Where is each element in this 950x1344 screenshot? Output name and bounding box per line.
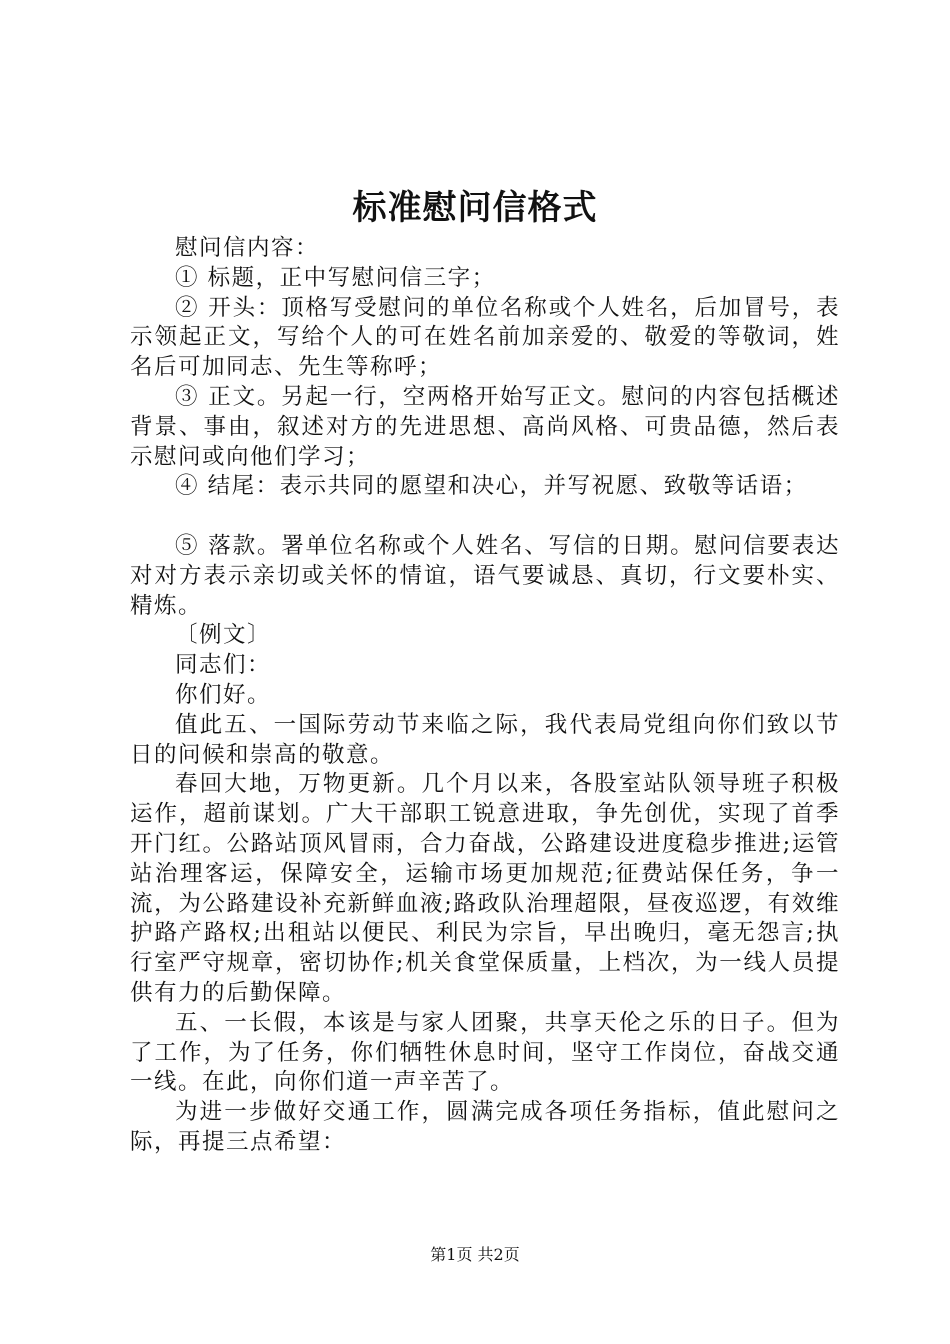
paragraph-greeting: 你们好。 bbox=[175, 681, 272, 708]
paragraph-salutation: 同志们： bbox=[175, 652, 272, 679]
paragraph-item-4: ④ 结尾：表示共同的愿望和决心，并写祝愿、致敬等话语； bbox=[175, 473, 808, 500]
document-body bbox=[130, 234, 840, 1158]
page-footer: 第1页 共2页 bbox=[430, 1245, 520, 1264]
paragraph-body-1: 值此五、一国际劳动节来临之际，我代表局党组向你们致以节日的问候和崇高的敬意。 bbox=[130, 711, 840, 768]
paragraph-intro: 慰问信内容： bbox=[175, 235, 320, 261]
document-title: 标准慰问信格式 bbox=[352, 188, 598, 228]
paragraph-body-2: 春回大地，万物更新。几个月以来，各股室站队领导班子积极运作，超前谋划。广大干部职工锐意进取，争先创优，实现了首季开门红。公路站顶风冒雨，合力奋战，公路建设进度稳步推进;运管站治理客运，保障安全，运输市场更加规范;征费站保任务，争一流，为公路建设补充新鲜血液;路政队治理超限，昼夜巡逻，有效维护路产路权;出租站以便民、利民为宗旨，早出晚归，毫无怨言;执行室严守规章，密切协作;机关食堂保质量，上档次，为一线人员提供有力的后勤保障。 bbox=[130, 771, 840, 1006]
paragraph-item-1: ① 标题，正中写慰问信三字； bbox=[175, 264, 496, 291]
paragraph-body-3: 五、一长假，本该是与家人团聚，共享天伦之乐的日子。但为了工作，为了任务，你们牺牲休息时间，坚守工作岗位，奋战交通一线。在此，向你们道一声辛苦了。 bbox=[130, 1009, 840, 1096]
paragraph-example-label: 〔例文〕 bbox=[175, 622, 272, 649]
paragraph-body-4: 为进一步做好交通工作，圆满完成各项任务指标，值此慰问之际，再提三点希望： bbox=[130, 1099, 840, 1155]
paragraph-item-5: ⑤ 落款。署单位名称或个人姓名、写信的日期。慰问信要表达对对方表示亲切或关怀的情谊，语气要诚恳、真切，行文要朴实、精炼。 bbox=[130, 532, 840, 619]
blank-line bbox=[130, 502, 840, 532]
paragraph-item-3: ③ 正文。另起一行，空两格开始写正文。慰问的内容包括概述背景、事由，叙述对方的先进思想、高尚风格、可贵品德，然后表示慰问或向他们学习； bbox=[130, 383, 840, 470]
paragraph-item-2: ② 开头：顶格写受慰问的单位名称或个人姓名，后加冒号，表示领起正文，写给个人的可在姓名前加亲爱的、敬爱的等敬词，姓名后可加同志、先生等称呼； bbox=[130, 294, 840, 381]
